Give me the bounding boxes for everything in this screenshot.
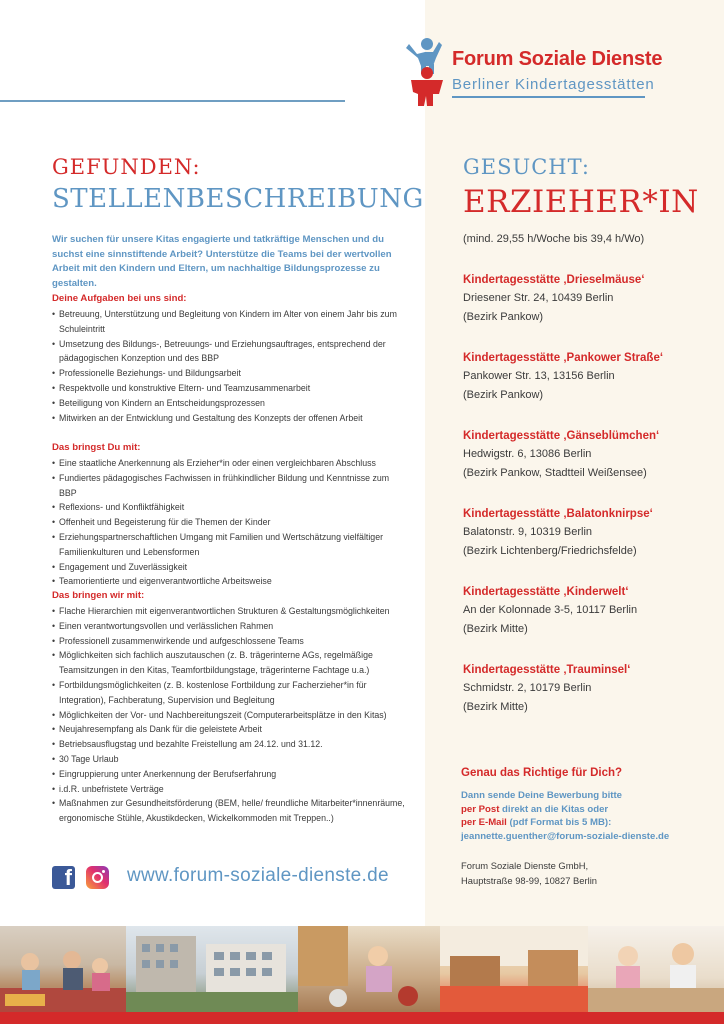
kita-entry <box>463 349 703 405</box>
requirements-list <box>52 456 407 589</box>
photo-children-crafting <box>588 926 724 1012</box>
intro-text: Wir suchen für unsere Kitas engagierte und tatkräftige Menschen und du suchst eine sinnstiftende Arbeit? Unterstütze die Teams bei der wertvollen Arbeit mit den Kindern und Eltern, um nachhaltige Bildungsprozesse zu gestalten. <box>52 234 392 289</box>
heading-job-description: STELLENBESCHREIBUNG <box>52 184 424 214</box>
email-link[interactable]: jeannette.guenther@forum-soziale-dienste.de <box>461 830 670 842</box>
kita-address: Pankower Str. 13, 13156 Berlin <box>463 370 615 382</box>
logo <box>400 34 663 110</box>
website-link[interactable]: www.forum-soziale-dienste.de <box>127 865 389 886</box>
list-item: • Reflexions- und Konfliktfähigkeit <box>52 500 407 515</box>
list-item: • Fundiertes pädagogisches Fachwissen in frühkindlicher Bildung und Kenntnisse zum BBP <box>52 471 407 501</box>
photo-kita-room <box>440 926 588 1012</box>
heading-job-title: ERZIEHER*IN <box>463 184 699 220</box>
cta-text: direkt an die Kitas oder <box>499 803 609 815</box>
list-item: • Eingruppierung unter Anerkennung der Berufserfahrung <box>52 767 407 782</box>
photo-child-playing <box>298 926 440 1012</box>
kita-address: Schmidstr. 2, 10179 Berlin <box>463 682 592 694</box>
list-item: • Respektvolle und konstruktive Eltern- und Teamzusammenarbeit <box>52 381 407 396</box>
working-hours: (mind. 29,55 h/Woche bis 39,4 h/Wo) <box>463 233 645 245</box>
list-item: • Eine staatliche Anerkennung als Erzieher*in oder einen vergleichbaren Abschluss <box>52 456 407 471</box>
cta-emphasis: per E-Mail <box>461 817 507 828</box>
list-item: • Maßnahmen zur Gesundheitsförderung (BEM, helle/ freundliche Mitarbeiter*innenräume, ergonomische Stühle, Akustikdecken, Wickelkommoden mit Treppen..) <box>52 796 407 826</box>
list-item: • Möglichkeiten der Vor- und Nachbereitungszeit (Computerarbeitsplätze in den Kitas) <box>52 708 407 723</box>
kita-address: Balatonstr. 9, 10319 Berlin <box>463 526 593 538</box>
top-divider <box>0 100 345 102</box>
heading-found: GEFUNDEN: <box>52 155 201 179</box>
kita-name: Kindertagesstätte ‚Gänseblümchen‘ <box>463 430 660 442</box>
section-title-offer: Das bringen wir mit: <box>52 590 145 601</box>
kita-entry <box>463 427 703 483</box>
kita-entry <box>463 505 703 561</box>
kita-district: (Bezirk Pankow) <box>463 311 544 323</box>
kita-name: Kindertagesstätte ‚Trauminsel‘ <box>463 664 631 676</box>
kita-entry <box>463 661 703 717</box>
kita-name: Kindertagesstätte ‚Kinderwelt‘ <box>463 586 629 598</box>
photo-kita-building <box>126 926 298 1012</box>
list-item: • Betriebsausflugstag und bezahlte Freistellung am 24.12. und 31.12. <box>52 737 407 752</box>
list-item: • Engagement und Zuverlässigkeit <box>52 560 407 575</box>
list-item: • Möglichkeiten sich fachlich auszutauschen (z. B. trägerinterne AGs, regelmäßige Teamsitzungen in den Kitas, Teamfortbildungstage, trägerinterne Fachtage u.a.) <box>52 648 407 678</box>
kita-entry <box>463 583 703 639</box>
offer-list <box>52 604 407 826</box>
instagram-icon[interactable] <box>86 866 109 889</box>
list-item: • Betreuung, Unterstützung und Begleitung von Kindern im Alter von einem Jahr bis zum Schuleintritt <box>52 307 407 337</box>
cta-text: (pdf Format bis 5 MB): <box>506 817 612 828</box>
kita-name: Kindertagesstätte ‚Drieselmäuse‘ <box>463 274 645 286</box>
kita-district: (Bezirk Mitte) <box>463 701 528 713</box>
list-item: • Flache Hierarchien mit eigenverantwortlichen Strukturen & Gestaltungsmöglichkeiten <box>52 604 407 619</box>
logo-title: Forum Soziale Dienste <box>452 48 663 70</box>
section-title-tasks: Deine Aufgaben bei uns sind: <box>52 293 187 304</box>
cta-body <box>461 789 701 843</box>
kita-district: (Bezirk Pankow, Stadtteil Weißensee) <box>463 467 647 479</box>
heading-sought: GESUCHT: <box>463 155 590 179</box>
kita-entry <box>463 271 703 327</box>
company-name: Forum Soziale Dienste GmbH, <box>461 860 589 871</box>
list-item: • Teamorientierte und eigenverantwortliche Arbeitsweise <box>52 574 407 589</box>
list-item: • i.d.R. unbefristete Verträge <box>52 782 407 797</box>
kita-name: Kindertagesstätte ‚Balatonknirpse‘ <box>463 508 653 520</box>
list-item: • Neujahresempfang als Dank für die geleistete Arbeit <box>52 722 407 737</box>
kita-district: (Bezirk Mitte) <box>463 623 528 635</box>
bottom-bar <box>0 1012 724 1024</box>
kita-address: Hedwigstr. 6, 13086 Berlin <box>463 448 592 460</box>
cta-line: Dann sende Deine Bewerbung bitte <box>461 790 622 801</box>
list-item: • Einen verantwortungsvollen und verlässlichen Rahmen <box>52 619 407 634</box>
list-item: • Professionell zusammenwirkende und aufgeschlossene Teams <box>52 634 407 649</box>
kita-district: (Bezirk Lichtenberg/Friedrichsfelde) <box>463 545 637 557</box>
section-title-requirements: Das bringst Du mit: <box>52 442 141 453</box>
kita-district: (Bezirk Pankow) <box>463 389 544 401</box>
company-street: Hauptstraße 98-99, 10827 Berlin <box>461 874 598 886</box>
cta-emphasis: per Post <box>461 803 500 815</box>
tasks-list <box>52 307 407 425</box>
list-item: • Professionelle Beziehungs- und Bildungsarbeit <box>52 366 407 381</box>
kita-address: Driesener Str. 24, 10439 Berlin <box>463 292 614 304</box>
logo-figure-icon <box>403 36 445 108</box>
logo-subtitle: Berliner Kindertagesstätten <box>452 76 655 93</box>
facebook-icon[interactable]: f <box>52 866 75 889</box>
list-item: • Erziehungspartnerschaftlichen Umgang mit Familien und Wertschätzung vielfältiger Familienkulturen und Lebensformen <box>52 530 407 560</box>
list-item: • Mitwirken an der Entwicklung und Gestaltung des Konzepts der offenen Arbeit <box>52 411 407 426</box>
photo-strip <box>0 926 724 1012</box>
list-item: • Offenheit und Begeisterung für die Themen der Kinder <box>52 515 407 530</box>
cta-title: Genau das Richtige für Dich? <box>461 767 623 779</box>
list-item: • Umsetzung des Bildungs-, Betreuungs- und Erziehungsauftrages, entsprechend der pädagogischen Konzeption und des BBP <box>52 337 407 367</box>
list-item: • Beteiligung von Kindern an Entscheidungsprozessen <box>52 396 407 411</box>
cta-line <box>461 803 701 817</box>
kita-address: An der Kolonnade 3-5, 10117 Berlin <box>463 604 638 616</box>
company-address <box>461 859 597 888</box>
list-item: • Fortbildungsmöglichkeiten (z. B. kostenlose Fortbildung zur Facherzieher*in für Integration), Fachberatung, Supervision und Begleitung <box>52 678 407 708</box>
kita-name: Kindertagesstätte ‚Pankower Straße‘ <box>463 352 664 364</box>
cta-line <box>461 816 701 830</box>
list-item: • 30 Tage Urlaub <box>52 752 407 767</box>
logo-underline <box>452 96 645 98</box>
photo-children-reading <box>0 926 126 1012</box>
